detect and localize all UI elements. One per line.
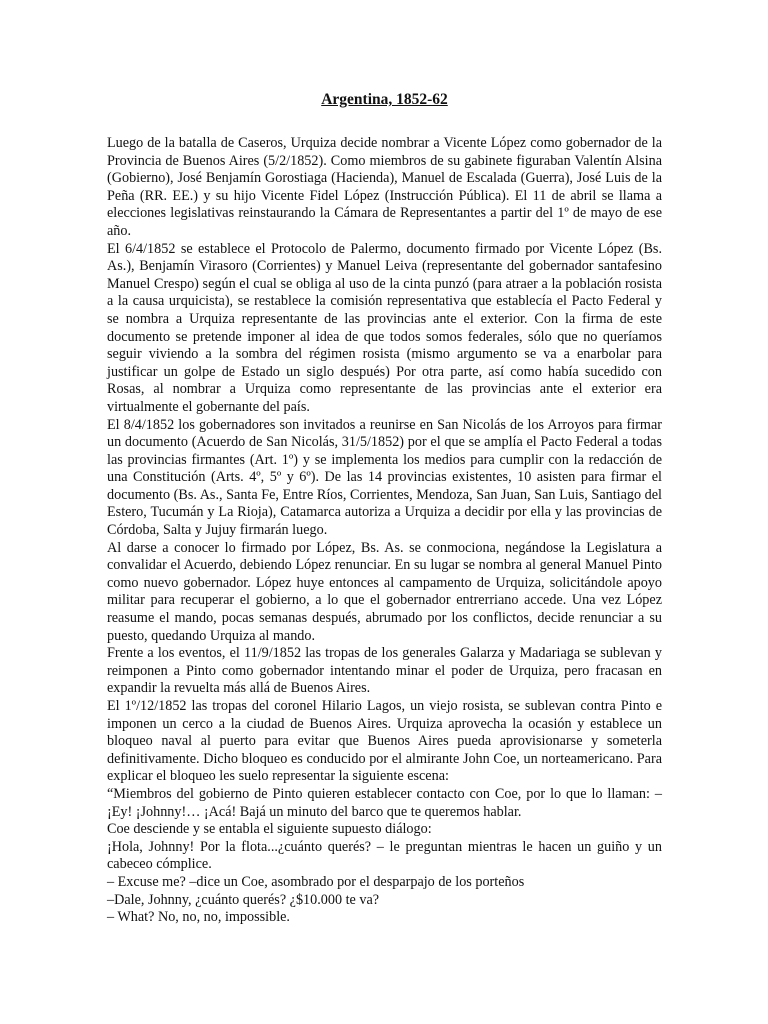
paragraph: “Miembros del gobierno de Pinto quieren establecer contacto con Coe, por lo que lo llaman: –¡Ey! ¡Johnny!… ¡Acá! Bajá un minuto del barco que te queremos hablar. [107,785,662,820]
paragraph: El 1º/12/1852 las tropas del coronel Hilario Lagos, un viejo rosista, se sublevan contra Pinto e imponen un cerco a la ciudad de Buenos Aires. Urquiza aprovecha la ocasión y establece un bloqueo naval al puerto para evitar que Buenos Aires pueda aprovisionarse y someterla definitivamente. Dicho bloqueo es conducido por el almirante John Coe, un norteamericano. Para explicar el bloqueo les suelo representar la siguiente escena: [107,698,662,785]
paragraph: ¡Hola, Johnny! Por la flota...¿cuánto querés? – le preguntan mientras le hacen un guiño y un cabeceo cómplice. [107,838,662,873]
paragraph: Coe desciende y se entabla el siguiente supuesto diálogo: [107,821,432,838]
paragraph: – What? No, no, no, impossible. [107,909,290,926]
document-page [107,90,662,927]
paragraph: Al darse a conocer lo firmado por López, Bs. As. se conmociona, negándose la Legislatura a convalidar el Acuerdo, debiendo López renunciar. En su lugar se nombra al general Manuel Pinto como nuevo gobernador. López huye entonces al campamento de Urquiza, solicitándole apoyo militar para recuperar el gobierno, a lo que el gobernador entrerriano accede. Una vez López reasume el mando, pocas semanas después, abrumado por los conflictos, decide renunciar a su puesto, quedando Urquiza al mando. [107,539,662,644]
paragraph: Luego de la batalla de Caseros, Urquiza decide nombrar a Vicente López como gobernador de la Provincia de Buenos Aires (5/2/1852). Como miembros de su gabinete figuraban Valentín Alsina (Gobierno), José Benjamín Gorostiaga (Hacienda), Manuel de Escalada (Guerra), José Luis de la Peña (RR. EE.) y su hijo Vicente Fidel López (Instrucción Pública). El 11 de abril se llama a elecciones legislativas reinstaurando la Cámara de Representantes a partir del 1º de mayo de ese año. [107,135,662,239]
paragraph: El 8/4/1852 los gobernadores son invitados a reunirse en San Nicolás de los Arroyos para firmar un documento (Acuerdo de San Nicolás, 31/5/1852) por el que se amplía el Pacto Federal a todas las provincias firmantes (Art. 1º) y se implementa los medios para cumplir con la redacción de una Constitución (Arts. 4º, 5º y 6º). De las 14 provincias existentes, 10 asisten para firmar el documento (Bs. As., Santa Fe, Entre Ríos, Corrientes, Mendoza, San Juan, San Luis, Santiago del Estero, Tucumán y La Rioja), Catamarca autoriza a Urquiza a decidir por ella y las provincias de Córdoba, Salta y Jujuy firmarán luego. [107,416,662,539]
paragraph: –Dale, Johnny, ¿cuánto querés? ¿$10.000 te va? [107,891,380,908]
paragraph: Frente a los eventos, el 11/9/1852 las tropas de los generales Galarza y Madariaga se sublevan y reimponen a Pinto como gobernador intentando minar el poder de Urquiza, pero fracasan en expandir la revuelta más allá de Buenos Aires. [107,645,662,697]
document-title: Argentina, 1852-62 [321,91,448,108]
paragraph: El 6/4/1852 se establece el Protocolo de Palermo, documento firmado por Vicente López (Bs. As.), Benjamín Virasoro (Corrientes) y Manuel Leiva (representante del gobernador santafesino Manuel Crespo) según el cual se obliga al uso de la cinta punzó (para atraer a la población rosista a la causa urquicista), se restablece la comisión representativa que establecía el Pacto Federal y se nombra a Urquiza representante de las provincias ante el exterior. Con la firma de este documento se pretende imponer al idea de que todos somos federales, sólo que no queríamos seguir viviendo a la sombra del régimen rosista (mismo argumento se va a enarbolar para justificar un golpe de Estado un siglo después) Por otra parte, así como había sucedido con Rosas, al nombrar a Urquiza como representante de las provincias ante el exterior era virtualmente el gobernante del país. [107,240,662,415]
paragraph: – Excuse me? –dice un Coe, asombrado por el desparpajo de los porteños [107,873,525,890]
